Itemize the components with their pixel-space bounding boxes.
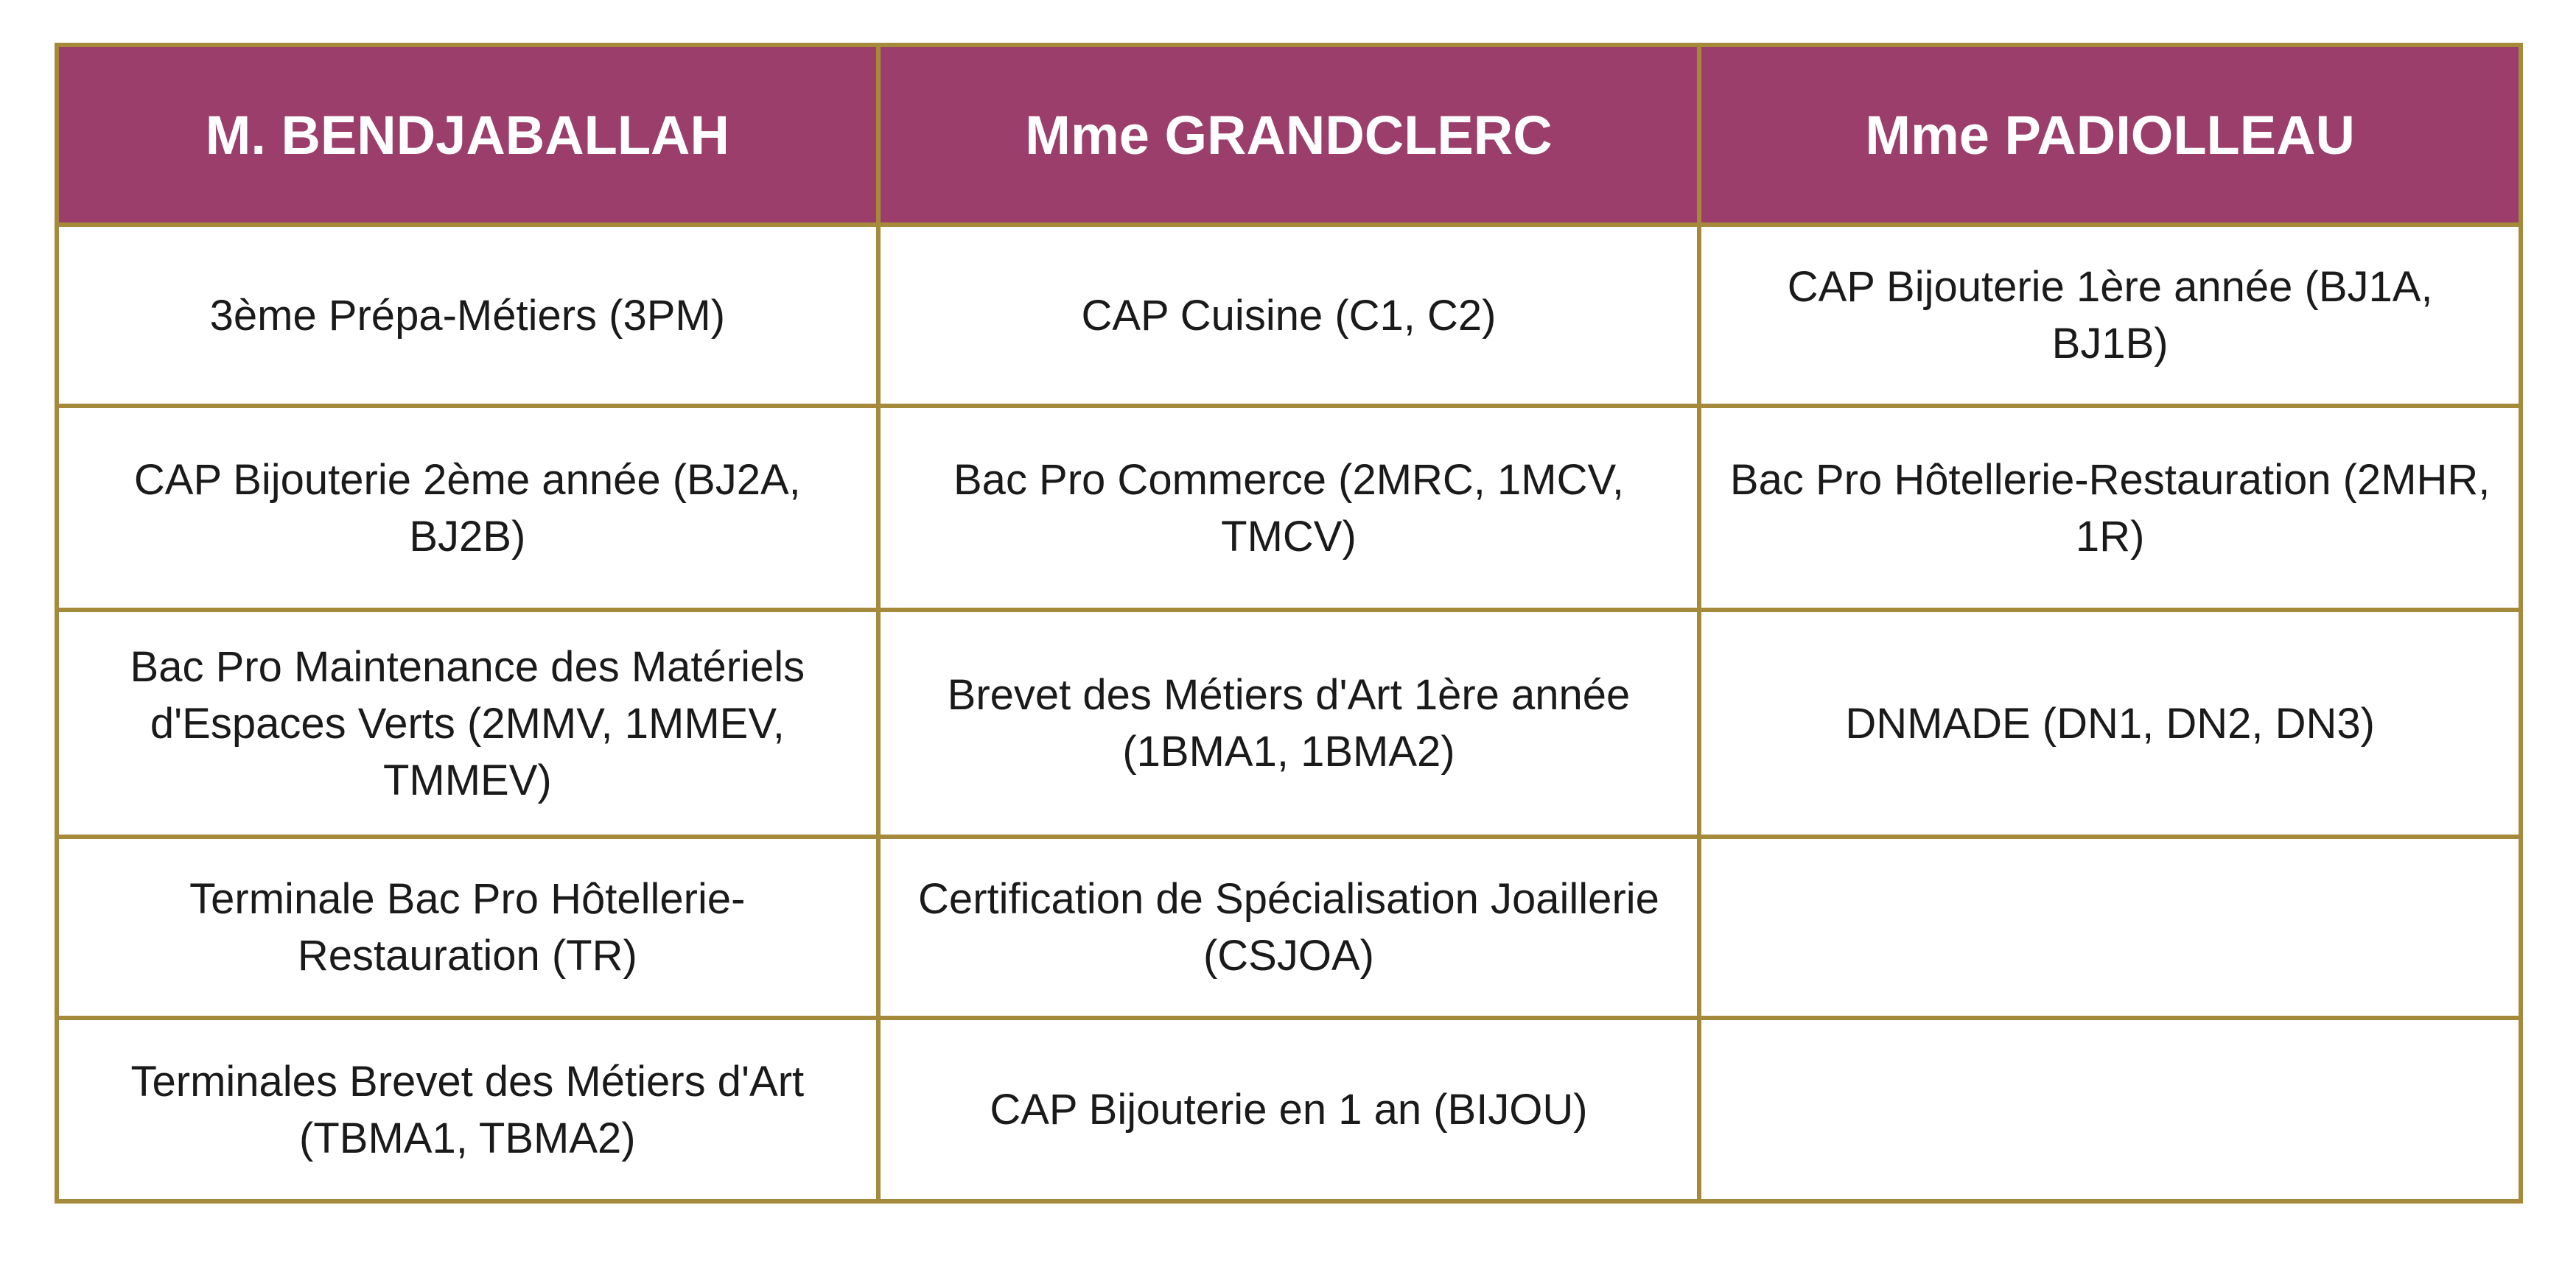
table-header <box>57 45 2521 225</box>
table-cell: CAP Bijouterie en 1 an (BIJOU) <box>878 1018 1700 1201</box>
table-cell: CAP Bijouterie 2ème année (BJ2A, BJ2B) <box>57 406 878 610</box>
table-cell: CAP Bijouterie 1ère année (BJ1A, BJ1B) <box>1699 225 2521 406</box>
table-row <box>57 406 2521 610</box>
table-body <box>57 225 2521 1201</box>
table-cell: Brevet des Métiers d'Art 1ère année (1BMA1, 1BMA2) <box>878 610 1700 837</box>
table-row <box>57 837 2521 1018</box>
table-cell: Bac Pro Hôtellerie-Restauration (2MHR, 1R) <box>1699 406 2521 610</box>
table-row <box>57 1018 2521 1201</box>
table-cell: Terminale Bac Pro Hôtellerie-Restauration (TR) <box>57 837 878 1018</box>
assignments-table <box>55 43 2523 1204</box>
header-cell-bendjaballah: M. BENDJABALLAH <box>57 45 878 225</box>
table-cell: Bac Pro Maintenance des Matériels d'Espaces Verts (2MMV, 1MMEV, TMMEV) <box>57 610 878 837</box>
table-cell: Certification de Spécialisation Joaillerie (CSJOA) <box>878 837 1700 1018</box>
table-row <box>57 225 2521 406</box>
table-cell-empty <box>1699 1018 2521 1201</box>
table-cell-empty <box>1699 837 2521 1018</box>
table-cell: 3ème Prépa-Métiers (3PM) <box>57 225 878 406</box>
table-cell: Terminales Brevet des Métiers d'Art (TBMA1, TBMA2) <box>57 1018 878 1201</box>
header-cell-padiolleau: Mme PADIOLLEAU <box>1699 45 2521 225</box>
header-row <box>57 45 2521 225</box>
table-cell: DNMADE (DN1, DN2, DN3) <box>1699 610 2521 837</box>
header-cell-grandclerc: Mme GRANDCLERC <box>878 45 1700 225</box>
table-row <box>57 610 2521 837</box>
table-cell: CAP Cuisine (C1, C2) <box>878 225 1700 406</box>
table-cell: Bac Pro Commerce (2MRC, 1MCV, TMCV) <box>878 406 1700 610</box>
